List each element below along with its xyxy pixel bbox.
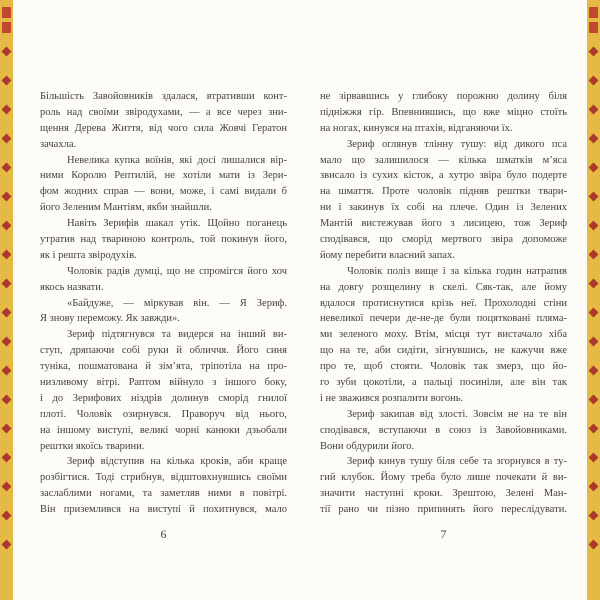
diamond-ornament	[589, 453, 599, 463]
text-line: щення Дерева Життя, від чого сила Жовчі Гератон	[40, 122, 287, 134]
text-line: заслаблими ногами, та заметляв ними в повітрі.	[40, 488, 287, 500]
page-number-left: 6	[160, 527, 167, 541]
diamond-ornament	[2, 47, 12, 57]
text-line: Зериф оглянув тлінну тушу: від дикого пса	[347, 138, 567, 150]
ornamental-border-right	[587, 0, 600, 600]
text-line: на довгу розщелину в скелі. Сяк-так, але йому	[320, 281, 567, 293]
diamond-ornament	[589, 424, 599, 434]
diamond-ornament	[2, 395, 12, 405]
text-line: мало що залишилося — кілька шматків м’яса	[320, 154, 567, 166]
diamond-ornament	[2, 221, 12, 231]
text-line: гий клубок. Йому треба було лише почекати й ви-	[320, 472, 567, 484]
text-line: туніка, пошматована й зім’ята, тріпотіла на про-	[40, 361, 287, 373]
text-line: сподівався, вступаючи в союз із Завойовниками.	[320, 424, 567, 436]
text-line: Мантій вистежував його з лисицею, тож Зериф	[320, 218, 567, 230]
text-line: Невелика купка воїнів, які досі лишалися вір-	[67, 154, 287, 166]
border-bar-ornament	[589, 22, 598, 33]
text-line: Я знову переможу. Як завжди».	[40, 313, 180, 325]
text-line: Зериф відступив на кілька кроків, аби краще	[67, 456, 287, 468]
border-bar-ornament	[2, 22, 11, 33]
diamond-ornament	[589, 105, 599, 115]
diamond-ornament	[589, 47, 599, 57]
diamond-ornament	[589, 482, 599, 492]
diamond-ornament	[2, 540, 12, 550]
text-line: Чоловік поліз вище і за кілька годин натрапив	[347, 265, 567, 277]
diamond-ornament	[2, 366, 12, 376]
text-line: го зуби цокотіли, а пальці посиніли, але він так	[320, 377, 567, 389]
text-line: Чоловік радів думці, що не спромігся його хоч	[67, 265, 287, 277]
diamond-ornament	[2, 337, 12, 347]
diamond-ornament	[2, 192, 12, 202]
text-line: Зериф підтягнувся та видерся на інший ви-	[67, 329, 287, 341]
text-line: ми зеленого моху. Втім, місця тут вистачало хіба	[320, 329, 567, 341]
text-line: фом жодних справ — вони, може, і самі видали б	[40, 186, 287, 198]
diamond-ornament	[589, 192, 599, 202]
text-line: не зірвавшись у глибоку порожню долину біля	[320, 91, 567, 102]
text-line: роль над своїми звіродухами, — а все через зни-	[40, 106, 287, 118]
text-line: його Зеленим Мантіям, якби знайшли.	[40, 202, 212, 214]
diamond-ornament	[2, 511, 12, 521]
text-line: «Байдуже, — міркував він. — Я Зериф.	[67, 297, 287, 309]
text-line: Вони обдурили його.	[320, 440, 415, 452]
text-line: на ногах, кинувся на птахів, відганяючи їх.	[320, 122, 513, 134]
border-bar-ornament	[589, 7, 598, 18]
text-line: як і решта звіродухів.	[40, 249, 137, 261]
text-line: рештки якоїсь тварини.	[40, 440, 145, 452]
diamond-ornament	[2, 424, 12, 434]
page-right	[320, 89, 567, 518]
diamond-ornament	[2, 163, 12, 173]
diamond-ornament	[589, 134, 599, 144]
diamond-ornament	[589, 279, 599, 289]
diamond-ornament	[2, 76, 12, 86]
diamond-ornament	[589, 250, 599, 260]
text-line: що на те, аби сидіти, зігнувшись, не кажучи вже	[320, 345, 567, 357]
text-line: значити наступні кроки. Зрештою, Зелені Ман-	[320, 488, 567, 500]
border-bar-ornament	[2, 7, 11, 18]
diamond-ornament	[589, 366, 599, 376]
diamond-ornament	[2, 453, 12, 463]
text-line: Більшість Завойовників здалася, втративши конт-	[40, 91, 287, 102]
text-line: на іншому виступі, великі чорні канюки дзьобали	[40, 424, 287, 436]
diamond-ornament	[2, 482, 12, 492]
diamond-ornament	[589, 511, 599, 521]
diamond-ornament	[2, 279, 12, 289]
diamond-ornament	[2, 250, 12, 260]
text-line: зачахла.	[40, 138, 77, 150]
diamond-ornament	[589, 76, 599, 86]
text-line: і не зважився розпалити вогонь.	[320, 392, 464, 404]
diamond-ornament	[589, 308, 599, 318]
diamond-ornament	[589, 163, 599, 173]
text-line: йому перебити власний запах.	[320, 249, 455, 261]
diamond-ornament	[589, 221, 599, 231]
diamond-ornament	[589, 395, 599, 405]
ornamental-border-left	[0, 0, 13, 600]
text-line: низливому вітрі. Раптом війнуло з іншого боку,	[40, 377, 287, 389]
text-line: тії рано чи пізно припинять його переслідувати.	[320, 504, 567, 516]
text-line: невеликої печери де-не-де були поцятковані пляма-	[320, 313, 567, 325]
text-line: Навіть Зерифів шакал утік. Щойно поганець	[67, 218, 287, 230]
text-line: плоті. Чоловік озирнувся. Праворуч від нього,	[40, 408, 287, 420]
text-line: вдалося протиснутися крізь неї. Прохолодні стіни	[320, 297, 567, 309]
diamond-ornament	[589, 337, 599, 347]
text-line: ними Королю Рептилій, не хотіли мати із Зери-	[40, 170, 287, 182]
text-line: розбігтися. Тоді стрибнув, відштовхнувшись своїми	[40, 472, 287, 484]
text-line: про те, щоб стояти. Чоловік так змерз, що йо-	[320, 361, 567, 373]
text-line: якось назвати.	[40, 281, 104, 293]
text-line: підніжжя гір. Впевнившись, що вже міцно стоїть	[320, 106, 567, 118]
text-line: ни і закинув їх собі на плече. Один із Зелених	[320, 202, 567, 214]
diamond-ornament	[2, 105, 12, 115]
diamond-ornament	[2, 308, 12, 318]
text-line: Він приземлився на виступі й похитнувся, мало	[40, 504, 287, 516]
text-line: сподівався, що сморід мертвого звіра допоможе	[320, 234, 567, 246]
text-line: і до Зерифових ніздрів долинув сморід гнилої	[40, 392, 287, 404]
text-line: на шмаття. Проте чоловік підняв рештки твари-	[320, 186, 567, 198]
text-line: ступ, дряпаючи собі руки й обличчя. Його синя	[40, 345, 287, 357]
text-line: Зериф закипав від злості. Зовсім не на те він	[347, 408, 567, 420]
text-line: утратив над твариною контроль, той покинув його,	[40, 234, 287, 246]
page-left	[40, 89, 287, 518]
page-number-right: 7	[440, 527, 447, 541]
text-line: Зериф кинув тушу біля себе та згорнувся в ту-	[347, 456, 567, 468]
text-line: звисало із сухих кісток, а хутро звіра було подерте	[320, 170, 567, 182]
diamond-ornament	[2, 134, 12, 144]
diamond-ornament	[589, 540, 599, 550]
